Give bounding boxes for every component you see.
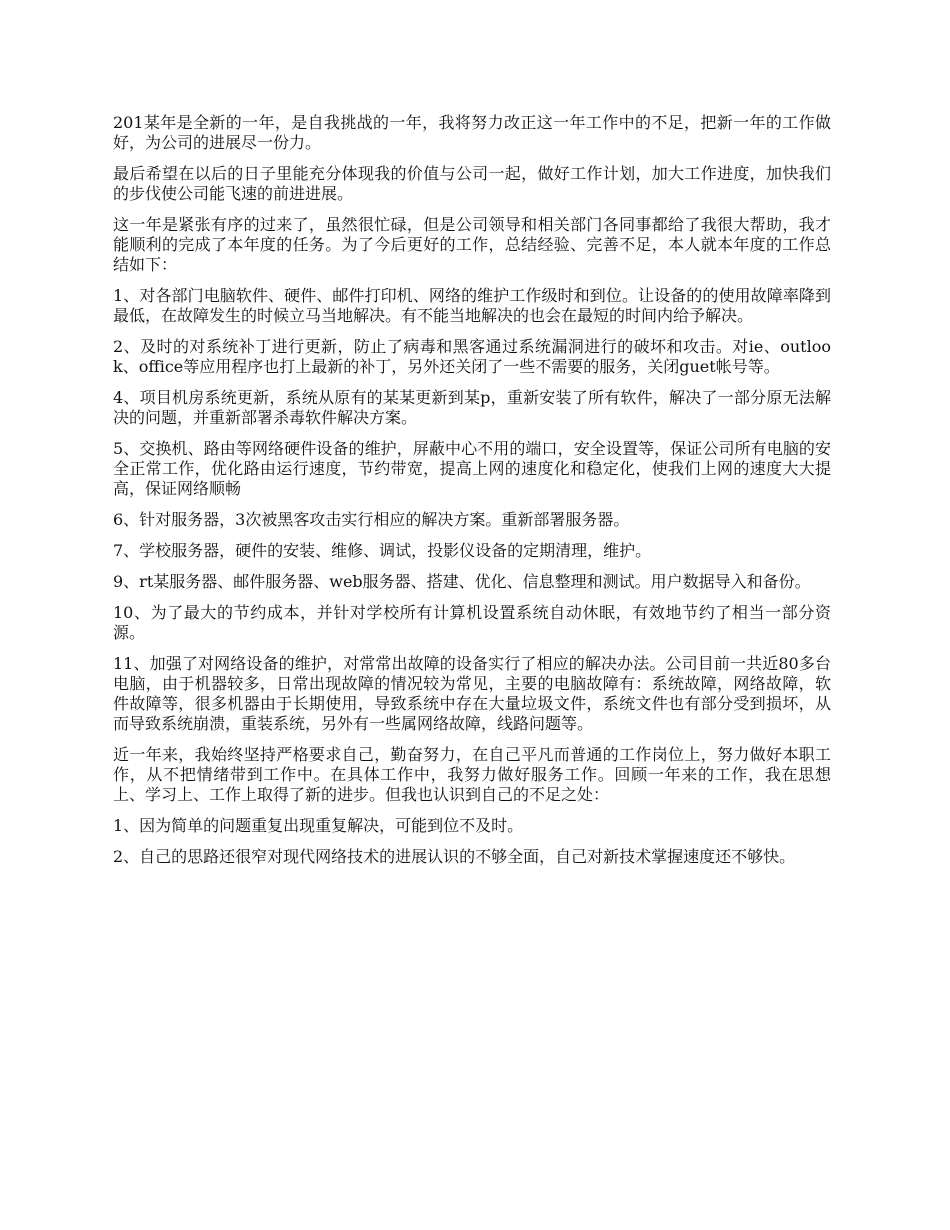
- document-body: [113, 113, 831, 878]
- paragraph-10: 9、rt某服务器、邮件服务器、web服务器、搭建、优化、信息整理和测试。用户数据导入和备份。: [113, 572, 811, 591]
- paragraph-15: 2、自己的思路还很窄对现代网络技术的进展认识的不够全面，自己对新技术掌握速度还不够快。: [113, 847, 796, 866]
- paragraph-3: 这一年是紧张有序的过来了，虽然很忙碌，但是公司领导和相关部门各同事都给了我很大帮助，我才能顺利的完成了本年度的任务。为了今后更好的工作，总结经验、完善不足，本人就本年度的工作总结如下：: [113, 215, 831, 274]
- paragraph-12: 11、加强了对网络设备的维护，对常常出故障的设备实行了相应的解决办法。公司目前一共近80多台电脑，由于机器较多，日常出现故障的情况较为常见，主要的电脑故障有：系统故障，网络故障，软件故障等，很多机器由于长期使用，导致系统中存在大量垃圾文件，系统文件也有部分受到损坏，从而导致系统崩溃，重装系统，另外有一些属网络故障，线路问题等。: [113, 654, 831, 733]
- paragraph-7: 5、交换机、路由等网络硬件设备的维护，屏蔽中心不用的端口，安全设置等，保证公司所有电脑的安全正常工作，优化路由运行速度，节约带宽，提高上网的速度化和稳定化，使我们上网的速度大大提高，保证网络顺畅: [113, 439, 831, 498]
- paragraph-8: 6、针对服务器，3次被黑客攻击实行相应的解决方案。重新部署服务器。: [113, 510, 630, 529]
- paragraph-2: 最后希望在以后的日子里能充分体现我的价值与公司一起，做好工作计划，加大工作进度，加快我们的步伐使公司能飞速的前进进展。: [113, 164, 831, 203]
- paragraph-5: 2、及时的对系统补丁进行更新，防止了病毒和黑客通过系统漏洞进行的破坏和攻击。对ie、outlook、office等应用程序也打上最新的补丁，另外还关闭了一些不需要的服务，关闭guet帐号等。: [113, 337, 831, 376]
- paragraph-6: 4、项目机房系统更新，系统从原有的某某更新到某p，重新安装了所有软件，解决了一部分原无法解决的问题，并重新部署杀毒软件解决方案。: [113, 388, 831, 427]
- paragraph-9: 7、学校服务器，硬件的安装、维修、调试，投影仪设备的定期清理，维护。: [113, 541, 652, 560]
- paragraph-13: 近一年来，我始终坚持严格要求自己，勤奋努力，在自己平凡而普通的工作岗位上，努力做好本职工作，从不把情绪带到工作中。在具体工作中，我努力做好服务工作。回顾一年来的工作，我在思想上、学习上、工作上取得了新的进步。但我也认识到自己的不足之处：: [113, 745, 831, 804]
- paragraph-14: 1、因为简单的问题重复出现重复解决，可能到位不及时。: [113, 816, 524, 835]
- paragraph-4: 1、对各部门电脑软件、硬件、邮件打印机、网络的维护工作级时和到位。让设备的的使用故障率降到最低，在故障发生的时候立马当地解决。有不能当地解决的也会在最短的时间内给予解决。: [113, 286, 831, 325]
- paragraph-1: 201某年是全新的一年，是自我挑战的一年，我将努力改正这一年工作中的不足，把新一年的工作做好，为公司的进展尽一份力。: [113, 113, 831, 152]
- paragraph-11: 10、为了最大的节约成本，并针对学校所有计算机设置系统自动休眠，有效地节约了相当一部分资源。: [113, 603, 831, 642]
